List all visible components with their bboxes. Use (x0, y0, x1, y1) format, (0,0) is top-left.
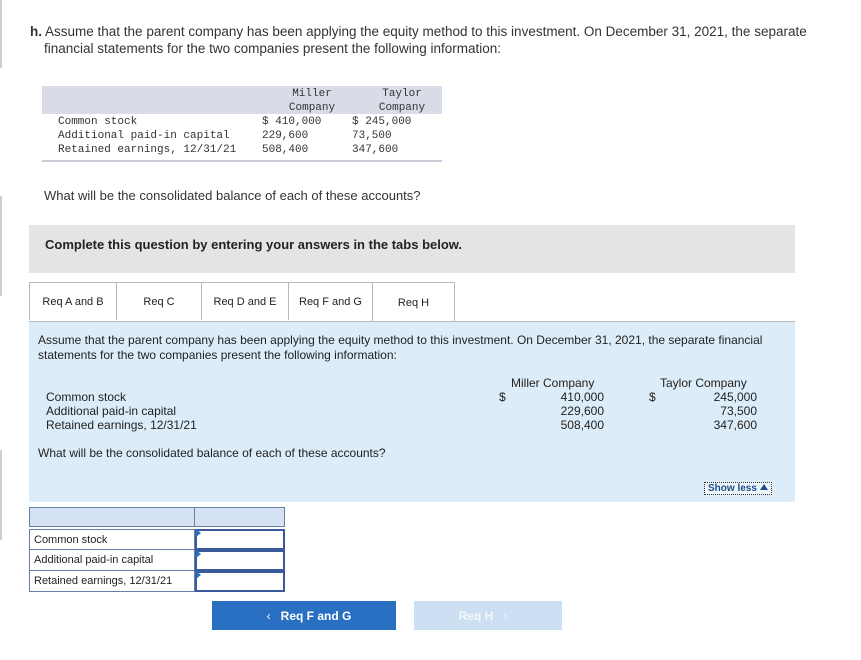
summary-row-label: Retained earnings, 12/31/21 (58, 144, 237, 156)
input-flag-icon (196, 529, 201, 537)
requirement-panel (29, 321, 795, 502)
summary-table-bottom-rule (42, 160, 442, 162)
instructions-banner-text: Complete this question by entering your answers in the tabs below. (45, 237, 463, 252)
panel-taylor-header: Taylor Company (660, 376, 747, 390)
tab-req-a-and-b[interactable] (29, 282, 117, 320)
show-less-button[interactable] (704, 482, 772, 495)
panel-currency-symbol: $ (499, 390, 506, 404)
tab-label: Req A and B (42, 295, 104, 308)
input-flag-icon (196, 571, 201, 579)
question-intro-line2: financial statements for the two companies present the following information: (44, 41, 501, 56)
panel-row-taylor: 245,000 (713, 390, 757, 404)
panel-row-label: Retained earnings, 12/31/21 (46, 418, 197, 432)
panel-row-label: Additional paid-in capital (46, 404, 177, 418)
panel-row-label: Common stock (46, 390, 127, 404)
panel-intro-text: Assume that the parent company has been applying the equity method to this investment. On December 31, 2021, the separate financial statements for the two companies present the following information: (38, 333, 763, 362)
answer-grid-header-label (29, 507, 195, 527)
panel-currency-symbol: $ (649, 390, 656, 404)
left-margin-rule-top (0, 0, 2, 68)
tab-label: Req H (397, 296, 430, 309)
tab-req-c[interactable] (116, 282, 202, 320)
summary-row-taylor: 347,600 (352, 144, 399, 156)
triangle-up-icon (760, 484, 768, 490)
summary-col1-header-line1: Miller (292, 88, 332, 100)
prev-requirement-button[interactable] (212, 601, 396, 630)
instructions-banner (29, 225, 795, 273)
prev-button-label: Req F and G (280, 608, 352, 623)
question-prefix: h. (30, 24, 42, 39)
summary-col2-header-line1: Taylor (382, 88, 422, 100)
panel-row-miller: 229,600 (560, 404, 604, 418)
summary-row-taylor: 73,500 (352, 130, 392, 142)
summary-row-label: Common stock (58, 116, 138, 128)
chevron-right-icon: › (503, 608, 508, 623)
tab-label: Req C (143, 295, 175, 308)
answer-grid-header-value (195, 507, 285, 527)
summary-col2-header-line2: Company (378, 102, 426, 114)
panel-ask: What will be the consolidated balance of each of these accounts? (38, 446, 386, 460)
tab-req-h[interactable] (372, 282, 455, 322)
answer-row-label: Retained earnings, 12/31/21 (29, 571, 195, 592)
summary-row-taylor: $ 245,000 (352, 116, 412, 128)
show-less-label: Show less (708, 483, 757, 494)
tab-req-d-and-e[interactable] (201, 282, 289, 320)
panel-miller-header: Miller Company (511, 376, 595, 390)
next-button-label: Req H (458, 608, 494, 623)
question-intro-line1: Assume that the parent company has been applying the equity method to this investment. On December 31, 2021, the separate (45, 24, 807, 39)
summary-col1-header-line2: Company (288, 102, 336, 114)
answer-input-additional-paid-in-capital[interactable] (195, 550, 285, 571)
tab-req-f-and-g[interactable] (288, 282, 373, 320)
answer-input-common-stock[interactable] (195, 529, 285, 550)
answer-row-label: Additional paid-in capital (29, 550, 195, 571)
summary-row-miller: 229,600 (262, 130, 309, 142)
next-requirement-button[interactable] (414, 601, 562, 630)
answer-row-label: Common stock (29, 529, 195, 550)
requirement-tabs (29, 282, 454, 322)
summary-row-label: Additional paid-in capital (58, 130, 230, 142)
summary-row-miller: 508,400 (262, 144, 309, 156)
panel-row-miller: 410,000 (560, 390, 604, 404)
panel-row-taylor: 73,500 (720, 404, 757, 418)
question-ask: What will be the consolidated balance of each of these accounts? (44, 188, 421, 203)
chevron-left-icon: ‹ (266, 608, 271, 623)
tab-label: Req F and G (299, 295, 362, 308)
tab-label: Req D and E (213, 295, 277, 308)
left-margin-rule-mid (0, 196, 2, 296)
left-margin-rule-bottom (0, 450, 2, 540)
summary-row-miller: $ 410,000 (262, 116, 322, 128)
panel-row-miller: 508,400 (560, 418, 604, 432)
answer-input-retained-earnings[interactable] (195, 571, 285, 592)
input-flag-icon (196, 550, 201, 558)
panel-row-taylor: 347,600 (713, 418, 757, 432)
question-intro (30, 23, 855, 57)
